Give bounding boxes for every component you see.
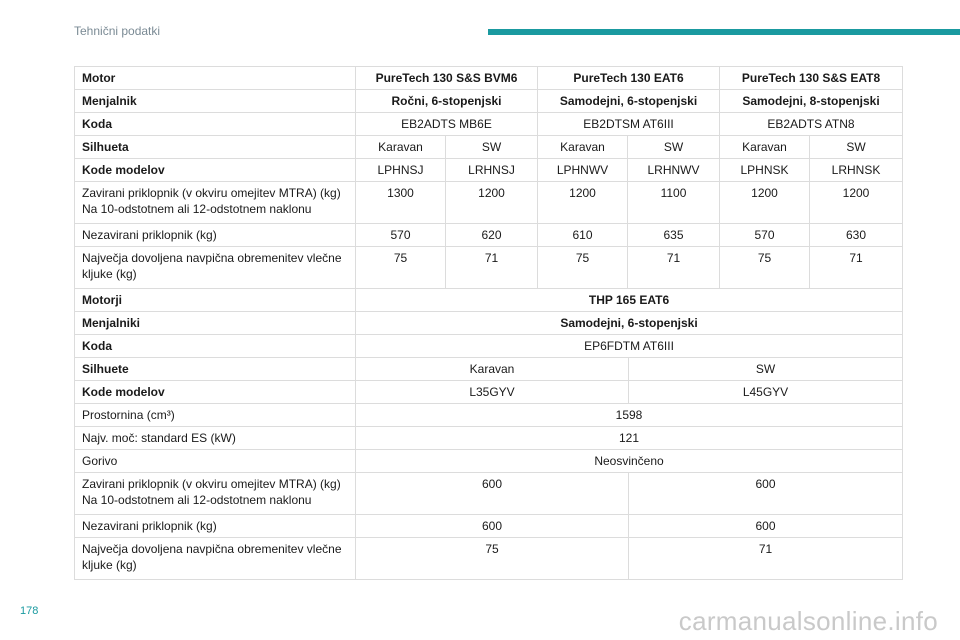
- row-label: Zavirani priklopnik (v okviru omejitev MTRA) (kg) Na 10-odstotnem ali 12-odstotnem naklonu: [75, 473, 356, 515]
- table-row: [75, 289, 903, 312]
- table-cell: 1200: [446, 182, 538, 224]
- row-label: Silhueta: [75, 136, 356, 159]
- table-cell: 1200: [720, 182, 810, 224]
- table-row: [75, 450, 903, 473]
- table-cell: EB2DTSM AT6III: [538, 113, 720, 136]
- table-row: [75, 159, 903, 182]
- table-row: [75, 515, 903, 538]
- row-label: Prostornina (cm³): [75, 404, 356, 427]
- table-cell: 610: [538, 224, 628, 247]
- table-cell: LPHNSK: [720, 159, 810, 182]
- table-row: [75, 182, 903, 224]
- table-cell: 570: [356, 224, 446, 247]
- table-cell: 71: [446, 247, 538, 289]
- table-cell: 75: [356, 247, 446, 289]
- table-cell: EP6FDTM AT6III: [356, 335, 903, 358]
- row-label: Kode modelov: [75, 159, 356, 182]
- row-label: Kode modelov: [75, 381, 356, 404]
- table-cell: 635: [628, 224, 720, 247]
- table-cell: EB2ADTS MB6E: [356, 113, 538, 136]
- table-cell: 570: [720, 224, 810, 247]
- row-label: Gorivo: [75, 450, 356, 473]
- table-cell: 630: [810, 224, 903, 247]
- table-row: [75, 90, 903, 113]
- table-cell: 1200: [810, 182, 903, 224]
- table-cell: THP 165 EAT6: [356, 289, 903, 312]
- row-label: Največja dovoljena navpična obremenitev vlečne kljuke (kg): [75, 538, 356, 580]
- table-row: [75, 312, 903, 335]
- table-cell: Karavan: [538, 136, 628, 159]
- table-cell: Karavan: [720, 136, 810, 159]
- table-cell: L35GYV: [356, 381, 629, 404]
- table-row: [75, 136, 903, 159]
- table-cell: 75: [538, 247, 628, 289]
- table-cell: 71: [629, 538, 903, 580]
- table-cell: 71: [628, 247, 720, 289]
- table-row: [75, 381, 903, 404]
- table-cell: 121: [356, 427, 903, 450]
- table-cell: Samodejni, 8-stopenjski: [720, 90, 903, 113]
- row-label: Najv. moč: standard ES (kW): [75, 427, 356, 450]
- table-cell: Karavan: [356, 136, 446, 159]
- table-cell: 620: [446, 224, 538, 247]
- table-cell: SW: [446, 136, 538, 159]
- table-cell: 600: [356, 473, 629, 515]
- table-cell: Samodejni, 6-stopenjski: [538, 90, 720, 113]
- header-accent-bar: [488, 29, 960, 35]
- table-row: [75, 358, 903, 381]
- table-cell: 600: [629, 473, 903, 515]
- table-cell: LPHNWV: [538, 159, 628, 182]
- table-cell: Ročni, 6-stopenjski: [356, 90, 538, 113]
- table-row: [75, 67, 903, 90]
- table-row: [75, 538, 903, 580]
- petrol-engines-spec-table-1: [74, 66, 903, 289]
- petrol-engines-spec-table-2: [74, 288, 903, 580]
- table-cell: PureTech 130 S&S BVM6: [356, 67, 538, 90]
- table-cell: 71: [810, 247, 903, 289]
- row-label: Koda: [75, 335, 356, 358]
- table-cell: 1300: [356, 182, 446, 224]
- table-row: [75, 404, 903, 427]
- table-cell: 600: [629, 515, 903, 538]
- table-cell: Karavan: [356, 358, 629, 381]
- table-row: [75, 335, 903, 358]
- table-cell: L45GYV: [629, 381, 903, 404]
- page-number: 178: [20, 605, 39, 617]
- row-label: Silhuete: [75, 358, 356, 381]
- table-cell: LRHNWV: [628, 159, 720, 182]
- row-label: Menjalniki: [75, 312, 356, 335]
- table-cell: 1598: [356, 404, 903, 427]
- table-cell: 600: [356, 515, 629, 538]
- row-label: Največja dovoljena navpična obremenitev vlečne kljuke (kg): [75, 247, 356, 289]
- watermark: carmanualsonline.info: [678, 606, 938, 636]
- table-cell: LRHNSJ: [446, 159, 538, 182]
- table-row: [75, 247, 903, 289]
- table-cell: 75: [720, 247, 810, 289]
- section-title: Tehnični podatki: [74, 24, 161, 38]
- row-label: Motorji: [75, 289, 356, 312]
- table-cell: 1200: [538, 182, 628, 224]
- row-label: Nezavirani priklopnik (kg): [75, 515, 356, 538]
- table-cell: SW: [628, 136, 720, 159]
- row-label: Menjalnik: [75, 90, 356, 113]
- table-cell: Neosvinčeno: [356, 450, 903, 473]
- table-cell: 75: [356, 538, 629, 580]
- table-cell: SW: [810, 136, 903, 159]
- table-cell: LRHNSK: [810, 159, 903, 182]
- table-cell: Samodejni, 6-stopenjski: [356, 312, 903, 335]
- row-label: Nezavirani priklopnik (kg): [75, 224, 356, 247]
- row-label: Motor: [75, 67, 356, 90]
- table-cell: PureTech 130 S&S EAT8: [720, 67, 903, 90]
- table-cell: EB2ADTS ATN8: [720, 113, 903, 136]
- table-cell: SW: [629, 358, 903, 381]
- row-label: Koda: [75, 113, 356, 136]
- table-row: [75, 427, 903, 450]
- table-row: [75, 224, 903, 247]
- table-cell: LPHNSJ: [356, 159, 446, 182]
- table-cell: 1100: [628, 182, 720, 224]
- table-cell: PureTech 130 EAT6: [538, 67, 720, 90]
- table-row: [75, 113, 903, 136]
- row-label: Zavirani priklopnik (v okviru omejitev MTRA) (kg) Na 10-odstotnem ali 12-odstotnem naklonu: [75, 182, 356, 224]
- table-row: [75, 473, 903, 515]
